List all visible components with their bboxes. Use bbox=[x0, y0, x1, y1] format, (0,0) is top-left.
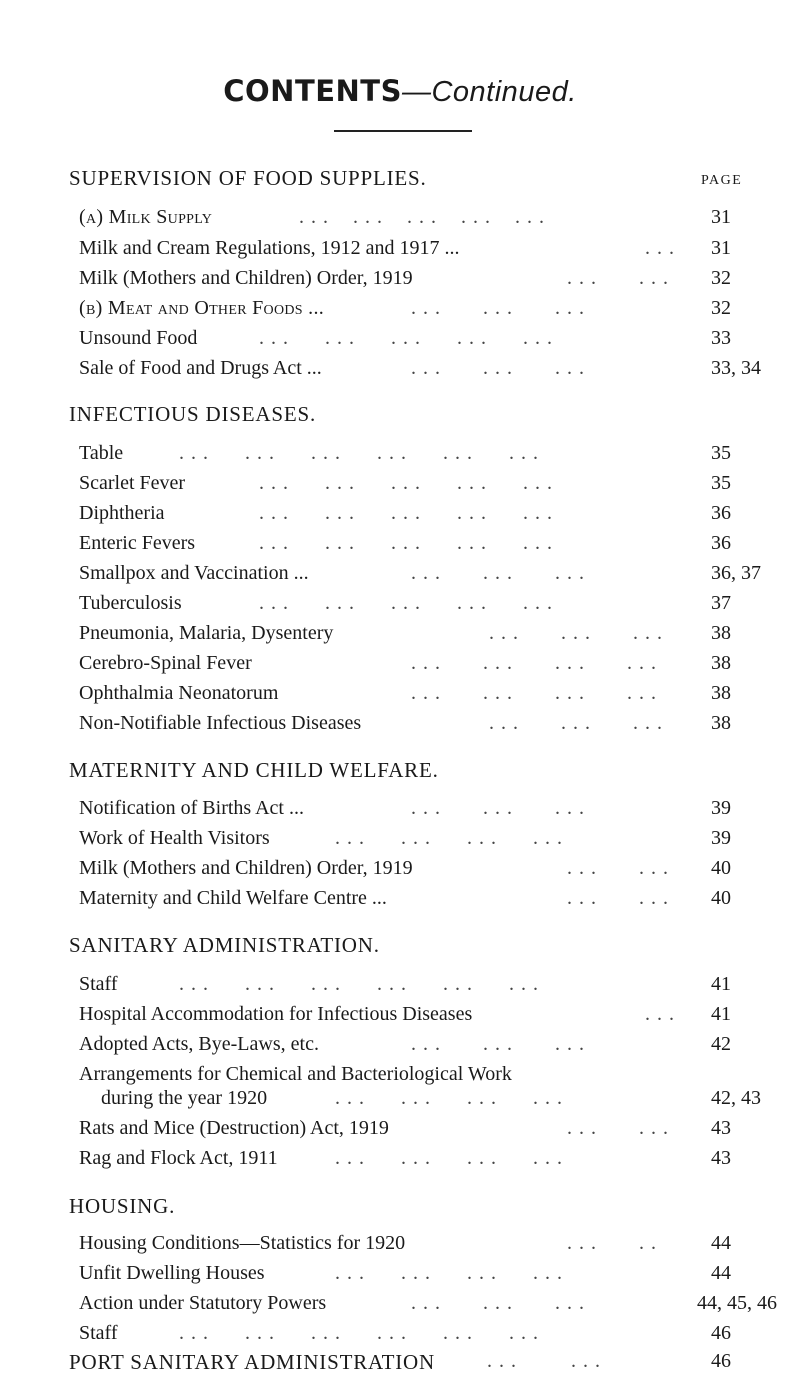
toc-entry bbox=[79, 562, 800, 592]
entry-label: Non-Notifiable Infectious Diseases bbox=[79, 712, 362, 734]
toc-entry bbox=[79, 267, 800, 297]
entry-page: 31 bbox=[711, 206, 731, 228]
entry-label: Milk (Mothers and Children) Order, 1919 bbox=[79, 857, 413, 879]
entry-page: 36 bbox=[711, 502, 731, 524]
toc-entry bbox=[79, 1292, 800, 1322]
entry-page: 32 bbox=[711, 297, 731, 319]
toc-entry bbox=[79, 1262, 800, 1292]
leader-dots: . . . . . bbox=[567, 1232, 657, 1254]
title-main: CONTENTS bbox=[223, 74, 402, 108]
toc-entry bbox=[79, 237, 800, 267]
entry-label: Work of Health Visitors bbox=[79, 827, 270, 849]
entry-label: Rats and Mice (Destruction) Act, 1919 bbox=[79, 1117, 389, 1139]
entry-page: 32 bbox=[711, 267, 731, 289]
entry-label: Ophthalmia Neonatorum bbox=[79, 682, 279, 704]
toc-entry bbox=[79, 592, 800, 622]
leader-dots: . . . . . . . . . . . . . . . . . . bbox=[179, 1322, 539, 1344]
toc-entry bbox=[79, 1232, 800, 1262]
leader-dots: . . . . . . . . . . . . bbox=[411, 682, 657, 704]
toc-entry bbox=[79, 327, 800, 357]
toc-entry bbox=[79, 857, 800, 887]
entry-page: 37 bbox=[711, 592, 731, 614]
entry-label: Maternity and Child Welfare Centre ... bbox=[79, 887, 387, 909]
leader-dots: . . . . . . . . . bbox=[411, 1292, 585, 1314]
toc-entry bbox=[79, 712, 800, 742]
entry-page: 39 bbox=[711, 827, 731, 849]
toc-entry bbox=[69, 1350, 790, 1380]
entry-label: Notification of Births Act ... bbox=[79, 797, 304, 819]
toc-entry bbox=[79, 532, 800, 562]
entry-page: 43 bbox=[711, 1147, 731, 1169]
leader-dots: . . . bbox=[645, 1003, 675, 1025]
entry-label: Staff bbox=[79, 1322, 118, 1344]
entry-page: 38 bbox=[711, 682, 731, 704]
leader-dots: . . . bbox=[645, 237, 675, 259]
entry-label: Sale of Food and Drugs Act ... bbox=[79, 357, 322, 379]
entry-page: 33, 34 bbox=[711, 357, 761, 379]
toc-entry bbox=[79, 1322, 800, 1352]
page-title bbox=[0, 74, 800, 109]
entry-page: 38 bbox=[711, 652, 731, 674]
leader-dots: . . . . . . . . . . . . bbox=[335, 827, 563, 849]
entry-label: Hospital Accommodation for Infectious Diseases bbox=[79, 1003, 473, 1025]
entry-label: Pneumonia, Malaria, Dysentery bbox=[79, 622, 334, 644]
toc-entry bbox=[79, 1147, 800, 1177]
toc-entry bbox=[79, 472, 800, 502]
entry-page: 40 bbox=[711, 887, 731, 909]
toc-entry bbox=[79, 797, 800, 827]
toc-entry bbox=[79, 887, 800, 917]
entry-label: Enteric Fevers bbox=[79, 532, 196, 554]
leader-dots: . . . . . . bbox=[567, 887, 669, 909]
entry-page: 39 bbox=[711, 797, 731, 819]
leader-dots: . . . . . . . . . . . . . . . bbox=[259, 502, 553, 524]
title-divider bbox=[334, 130, 472, 132]
leader-dots: . . . . . . . . . bbox=[411, 1033, 585, 1055]
entry-label: Arrangements for Chemical and Bacteriological Work bbox=[79, 1063, 512, 1085]
entry-page: 35 bbox=[711, 442, 731, 464]
entry-page: 38 bbox=[711, 622, 731, 644]
entry-label: (a) Milk Supply bbox=[79, 206, 213, 228]
entry-label: Housing Conditions—Statistics for 1920 bbox=[79, 1232, 406, 1254]
entry-label: Milk (Mothers and Children) Order, 1919 bbox=[79, 267, 413, 289]
leader-dots: . . . . . . . . . bbox=[411, 562, 585, 584]
entry-page: 38 bbox=[711, 712, 731, 734]
entry-label: Tuberculosis bbox=[79, 592, 182, 614]
entry-label-continued: during the year 1920 bbox=[101, 1087, 268, 1109]
entry-label: Unfit Dwelling Houses bbox=[79, 1262, 265, 1284]
toc-entry bbox=[79, 1063, 800, 1117]
entry-label: Scarlet Fever bbox=[79, 472, 186, 494]
entry-page: 31 bbox=[711, 237, 731, 259]
section-heading: INFECTIOUS DISEASES. bbox=[69, 402, 317, 426]
entry-label: Cerebro-Spinal Fever bbox=[79, 652, 252, 674]
leader-dots: . . . . . . . . . . . . . . . . . . bbox=[179, 442, 539, 464]
leader-dots: . . . . . . . . . . . . bbox=[335, 1262, 563, 1284]
entry-label: Smallpox and Vaccination ... bbox=[79, 562, 309, 584]
entry-page: 36, 37 bbox=[711, 562, 761, 584]
page-column-header: PAGE bbox=[701, 173, 743, 188]
leader-dots: . . . . . . . . . . . . bbox=[411, 652, 657, 674]
entry-label: Adopted Acts, Bye-Laws, etc. bbox=[79, 1033, 319, 1055]
entry-label: (b) Meat and Other Foods ... bbox=[79, 297, 325, 319]
entry-page: 33 bbox=[711, 327, 731, 349]
title-continued: —Continued. bbox=[401, 76, 577, 108]
section-heading: SUPERVISION OF FOOD SUPPLIES. bbox=[69, 166, 427, 190]
entry-page: 44 bbox=[711, 1262, 731, 1284]
section-heading: SANITARY ADMINISTRATION. bbox=[69, 933, 380, 957]
toc-entry bbox=[79, 297, 800, 327]
leader-dots: . . . . . . . . . . . . . . . bbox=[259, 327, 553, 349]
leader-dots: . . . . . . bbox=[567, 267, 669, 289]
entry-page: 41 bbox=[711, 973, 731, 995]
toc-entry bbox=[79, 357, 800, 387]
entry-page: 40 bbox=[711, 857, 731, 879]
leader-dots: . . . . . . bbox=[487, 1350, 601, 1372]
entry-page: 42 bbox=[711, 1033, 731, 1055]
entry-label: Staff bbox=[79, 973, 118, 995]
entry-label: Milk and Cream Regulations, 1912 and 1917 ... bbox=[79, 237, 460, 259]
toc-entry bbox=[79, 1117, 800, 1147]
toc-entry bbox=[79, 652, 800, 682]
leader-dots: . . . . . . . . . bbox=[489, 712, 663, 734]
entry-page: 42, 43 bbox=[711, 1087, 761, 1109]
entry-label: Diphtheria bbox=[79, 502, 165, 524]
entry-label: Rag and Flock Act, 1911 bbox=[79, 1147, 278, 1169]
leader-dots: . . . . . . . . . . . . . . . bbox=[259, 472, 553, 494]
toc-entry bbox=[79, 682, 800, 712]
leader-dots: . . . . . . . . . bbox=[411, 297, 585, 319]
toc-entry bbox=[79, 1003, 800, 1033]
leader-dots: . . . . . . . . . . . . . . . bbox=[259, 592, 553, 614]
leader-dots: . . . . . . bbox=[567, 1117, 669, 1139]
entry-page: 43 bbox=[711, 1117, 731, 1139]
leader-dots: . . . . . . . . . . . . bbox=[335, 1087, 563, 1109]
toc-entry bbox=[79, 827, 800, 857]
entry-label: Table bbox=[79, 442, 124, 464]
leader-dots: . . . . . . . . . bbox=[411, 797, 585, 819]
entry-label: Unsound Food bbox=[79, 327, 198, 349]
entry-page: 41 bbox=[711, 1003, 731, 1025]
entry-page: 44, 45, 46 bbox=[697, 1292, 777, 1314]
leader-dots: . . . . . . . . . . . . bbox=[335, 1147, 563, 1169]
toc-entry bbox=[79, 206, 800, 236]
entry-page: 36 bbox=[711, 532, 731, 554]
toc-entry bbox=[79, 973, 800, 1003]
section-heading: HOUSING. bbox=[69, 1194, 176, 1218]
toc-entry bbox=[79, 442, 800, 472]
entry-page: 35 bbox=[711, 472, 731, 494]
toc-entry bbox=[79, 502, 800, 532]
toc-entry bbox=[79, 622, 800, 652]
leader-dots: . . . . . . . . . . . . . . . bbox=[299, 206, 545, 228]
leader-dots: . . . . . . . . . bbox=[489, 622, 663, 644]
entry-page: 46 bbox=[711, 1350, 731, 1372]
section-heading: MATERNITY AND CHILD WELFARE. bbox=[69, 758, 439, 782]
toc-entry bbox=[79, 1033, 800, 1063]
entry-label: Action under Statutory Powers bbox=[79, 1292, 327, 1314]
entry-page: 44 bbox=[711, 1232, 731, 1254]
leader-dots: . . . . . . . . . . . . . . . . . . bbox=[179, 973, 539, 995]
leader-dots: . . . . . . . . . . . . . . . bbox=[259, 532, 553, 554]
leader-dots: . . . . . . bbox=[567, 857, 669, 879]
entry-page: 46 bbox=[711, 1322, 731, 1344]
section-heading: PORT SANITARY ADMINISTRATION bbox=[69, 1350, 435, 1374]
leader-dots: . . . . . . . . . bbox=[411, 357, 585, 379]
